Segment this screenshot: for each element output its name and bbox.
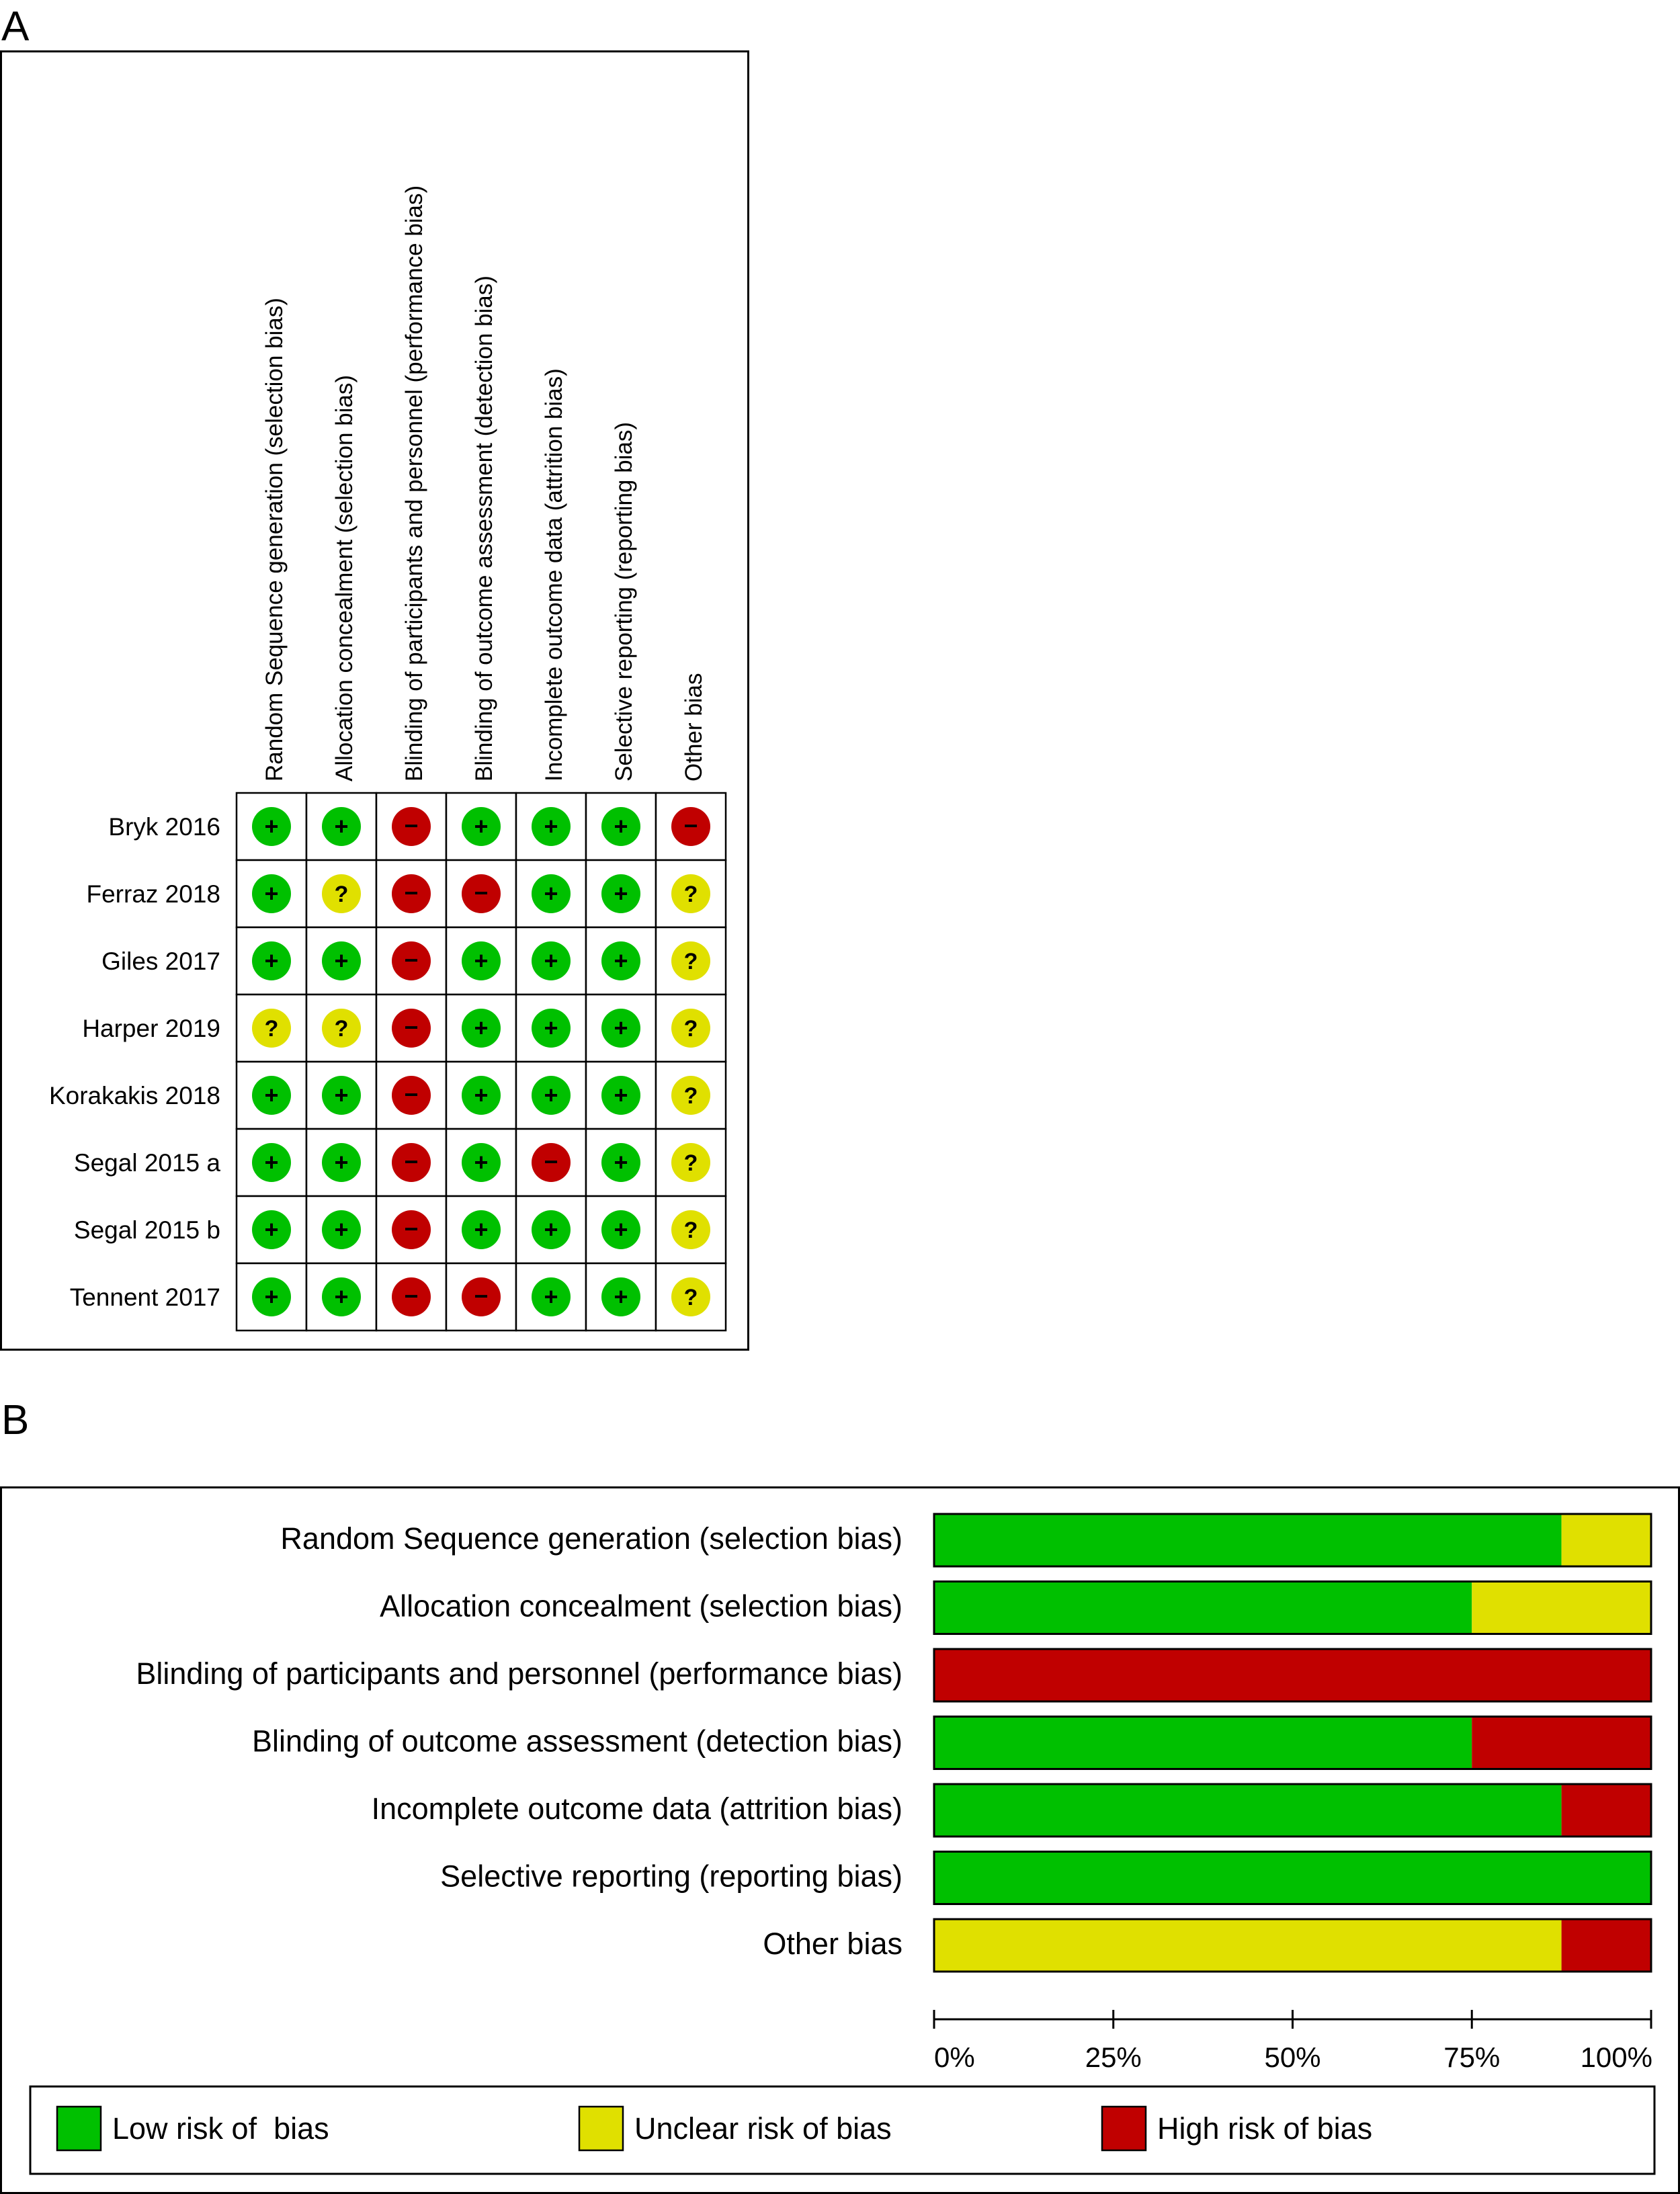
risk-symbol: + [334, 1081, 349, 1109]
legend-label: Low risk of bias [112, 2111, 329, 2146]
category-label: Selective reporting (reporting bias) [440, 1859, 902, 1894]
category-label: Incomplete outcome data (attrition bias) [371, 1791, 902, 1826]
risk-symbol: − [404, 1081, 419, 1108]
risk-symbol: + [614, 1014, 628, 1042]
risk-symbol: ? [683, 882, 698, 907]
bar-segment-low [934, 1852, 1651, 1904]
risk-symbol: − [404, 946, 419, 974]
category-label: Allocation concealment (selection bias) [380, 1589, 902, 1623]
risk-symbol: − [404, 1215, 419, 1242]
risk-symbol: + [614, 812, 628, 840]
column-header: Blinding of participants and personnel (performance bias) [401, 185, 427, 782]
legend-swatch-unclear [579, 2107, 623, 2150]
legend-label: High risk of bias [1157, 2111, 1373, 2146]
category-label: Random Sequence generation (selection bias) [280, 1521, 902, 1556]
study-label: Ferraz 2018 [86, 880, 220, 908]
risk-symbol: + [614, 1081, 628, 1109]
study-label: Tennent 2017 [69, 1283, 220, 1311]
risk-symbol: + [614, 1216, 628, 1243]
risk-symbol: + [544, 1283, 558, 1310]
risk-symbol: + [614, 1283, 628, 1310]
bar-segment-low [934, 1784, 1562, 1837]
risk-symbol: + [544, 1081, 558, 1109]
bar-segment-unclear [1472, 1582, 1651, 1634]
risk-symbol: ? [683, 1218, 698, 1243]
category-label: Blinding of participants and personnel (performance bias) [136, 1656, 902, 1691]
bar-segment-unclear [1562, 1514, 1651, 1566]
study-label: Segal 2015 a [73, 1149, 220, 1177]
bar-segment-low [934, 1582, 1472, 1634]
bar-segment-low [934, 1717, 1472, 1769]
risk-symbol: − [404, 1148, 419, 1175]
risk-symbol: + [614, 880, 628, 907]
risk-symbol: − [474, 1282, 489, 1310]
risk-symbol: ? [683, 1083, 698, 1109]
risk-symbol: − [404, 1282, 419, 1310]
risk-symbol: + [264, 1216, 279, 1243]
column-header: Random Sequence generation (selection bias) [261, 298, 288, 782]
column-header: Other bias [681, 673, 707, 782]
risk-symbol: − [404, 812, 419, 839]
x-tick-label: 0% [934, 2041, 975, 2073]
x-tick-label: 25% [1085, 2041, 1142, 2073]
risk-symbol: + [474, 1216, 489, 1243]
risk-symbol: − [683, 812, 698, 839]
x-tick-label: 75% [1443, 2041, 1501, 2073]
column-header: Selective reporting (reporting bias) [611, 422, 637, 782]
study-label: Giles 2017 [101, 947, 220, 975]
risk-symbol: − [404, 1013, 419, 1041]
risk-symbol: + [264, 812, 279, 840]
risk-symbol: + [334, 1148, 349, 1176]
risk-symbol: ? [683, 1285, 698, 1310]
risk-symbol: ? [683, 949, 698, 974]
risk-symbol: + [544, 812, 558, 840]
risk-symbol: + [474, 947, 489, 974]
risk-symbol: + [334, 812, 349, 840]
risk-symbol: ? [683, 1016, 698, 1042]
category-label: Other bias [763, 1927, 902, 1961]
study-label: Korakakis 2018 [48, 1082, 220, 1109]
x-tick-label: 100% [1580, 2041, 1652, 2073]
legend-swatch-high [1102, 2107, 1146, 2150]
risk-symbol: − [544, 1148, 558, 1175]
risk-symbol: + [474, 1148, 489, 1176]
panel-b-label: B [1, 1397, 30, 1443]
column-header: Allocation concealment (selection bias) [331, 374, 358, 782]
risk-of-bias-summary [49, 185, 726, 1331]
risk-symbol: + [264, 947, 279, 974]
legend [30, 2086, 1654, 2174]
risk-symbol: + [544, 880, 558, 907]
panel-a-label: A [1, 3, 30, 50]
risk-symbol: ? [683, 1150, 698, 1176]
bar-segment-high [1562, 1919, 1651, 1972]
risk-symbol: ? [334, 1016, 349, 1042]
risk-symbol: + [264, 1081, 279, 1109]
risk-symbol: + [334, 1216, 349, 1243]
study-label: Bryk 2016 [108, 813, 220, 841]
risk-symbol: ? [334, 882, 349, 907]
bar-segment-unclear [934, 1919, 1562, 1972]
x-tick-label: 50% [1264, 2041, 1321, 2073]
risk-symbol: − [404, 879, 419, 906]
risk-of-bias-graph [136, 1514, 1652, 2073]
risk-symbol: − [474, 879, 489, 906]
risk-symbol: + [474, 812, 489, 840]
category-label: Blinding of outcome assessment (detection bias) [251, 1724, 902, 1759]
bar-segment-low [934, 1514, 1562, 1566]
risk-symbol: + [544, 1014, 558, 1042]
risk-symbol: + [474, 1014, 489, 1042]
risk-symbol: ? [264, 1016, 279, 1042]
legend-label: Unclear risk of bias [634, 2111, 892, 2146]
study-label: Harper 2019 [82, 1015, 220, 1042]
risk-symbol: + [264, 880, 279, 907]
bar-segment-high [934, 1649, 1651, 1701]
risk-symbol: + [264, 1283, 279, 1310]
risk-symbol: + [334, 947, 349, 974]
risk-symbol: + [614, 947, 628, 974]
study-label: Segal 2015 b [73, 1216, 220, 1244]
column-header: Blinding of outcome assessment (detection bias) [471, 276, 497, 782]
risk-symbol: + [264, 1148, 279, 1176]
legend-swatch-low [57, 2107, 101, 2150]
risk-symbol: + [544, 1216, 558, 1243]
risk-symbol: + [474, 1081, 489, 1109]
column-header: Incomplete outcome data (attrition bias) [541, 368, 567, 782]
risk-symbol: + [334, 1283, 349, 1310]
risk-symbol: + [544, 947, 558, 974]
bar-segment-high [1562, 1784, 1651, 1837]
risk-symbol: + [614, 1148, 628, 1176]
bar-segment-high [1472, 1717, 1651, 1769]
